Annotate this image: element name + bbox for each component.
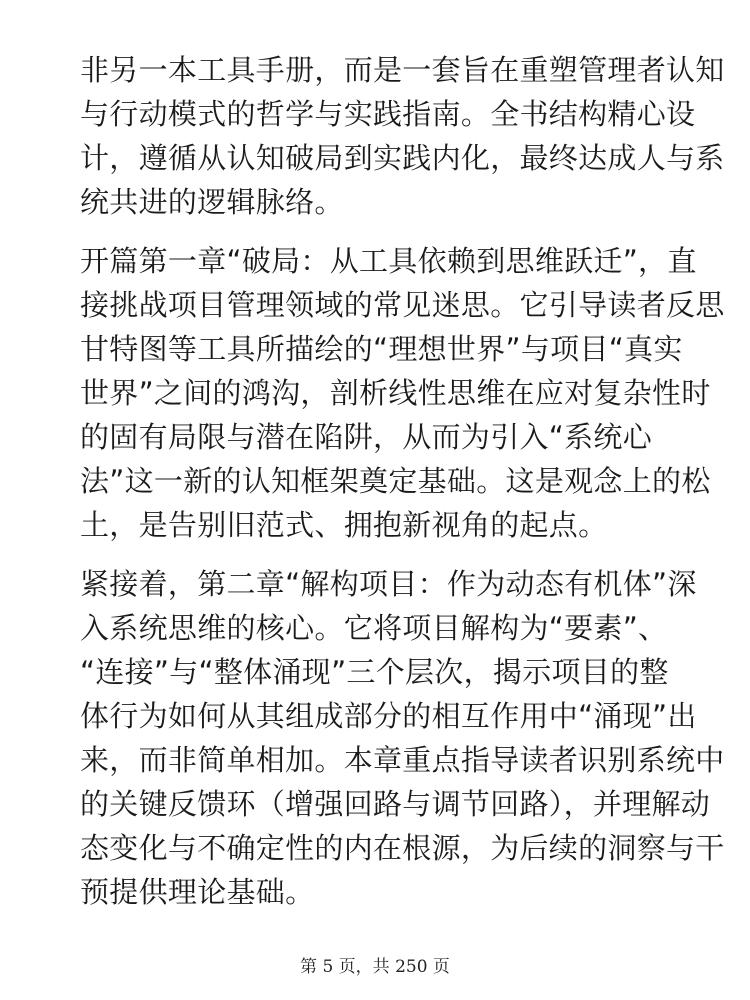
text-line: 接挑战项目管理领域的常见迷思。它引导读者反思	[80, 288, 725, 322]
text-line: 体行为如何从其组成部分的相互作用中“涌现”出	[80, 699, 697, 733]
text-line: 态变化与不确定性的内在根源，为后续的洞察与干	[80, 831, 725, 865]
text-line: 统共进的逻辑脉络。	[80, 185, 344, 219]
text-line: 甘特图等工具所描绘的“理想世界”与项目“真实	[80, 332, 683, 366]
text-line: 开篇第一章“破局：从工具依赖到思维跃迁”，直	[80, 244, 697, 278]
text-line: 入系统思维的核心。它将项目解构为“要素”、	[80, 611, 668, 645]
paragraph-intro	[80, 48, 725, 224]
document-body	[80, 48, 725, 929]
text-line: 世界”之间的鸿沟，剖析线性思维在应对复杂性时	[80, 376, 711, 410]
text-line: 来，而非简单相加。本章重点指导读者识别系统中	[80, 743, 725, 777]
page-number: 第 5 页，共 250 页	[300, 957, 450, 977]
paragraph-chapter-two	[80, 562, 725, 914]
text-line: 的关键反馈环（增强回路与调节回路），并理解动	[80, 787, 711, 821]
text-line: 法”这一新的认知框架奠定基础。这是观念上的松	[80, 464, 711, 498]
paragraph-chapter-one	[80, 239, 725, 547]
text-line: 紧接着，第二章“解构项目：作为动态有机体”深	[80, 567, 697, 601]
text-line: 预提供理论基础。	[80, 875, 315, 909]
text-line: 计，遵循从认知破局到实践内化，最终达成人与系	[80, 141, 725, 175]
text-line: 土，是告别旧范式、拥抱新视角的起点。	[80, 508, 608, 542]
text-line: 非另一本工具手册，而是一套旨在重塑管理者认知	[80, 53, 725, 87]
text-line: 的固有局限与潜在陷阱，从而为引入“系统心	[80, 420, 653, 454]
text-line: “连接”与“整体涌现”三个层次，揭示项目的整	[80, 655, 669, 689]
text-line: 与行动模式的哲学与实践指南。全书结构精心设	[80, 97, 696, 131]
